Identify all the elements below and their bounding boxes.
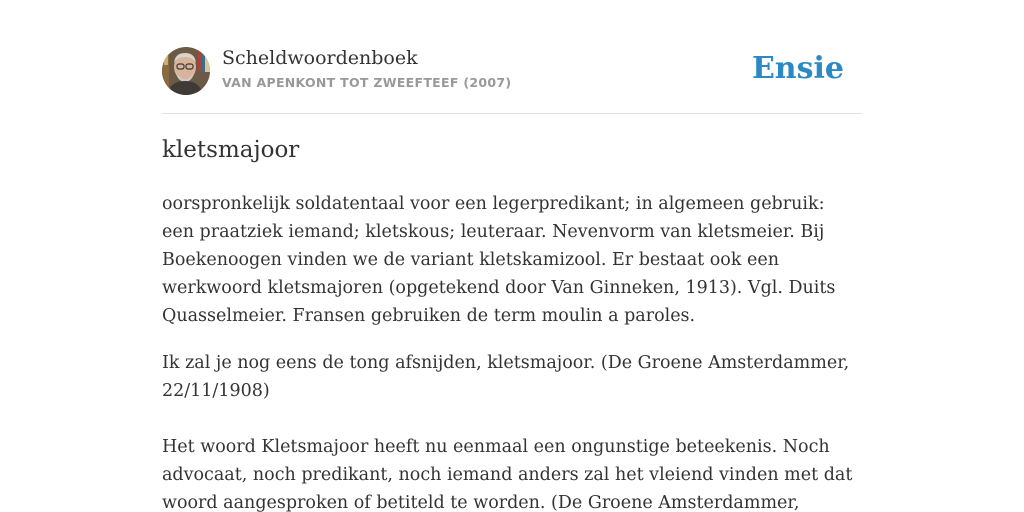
definition-paragraph: oorspronkelijk soldatentaal voor een legerpredikant; in algemeen gebruik: een praatziek iemand; kletskous; leuteraar. Nevenvorm van kletsmeier. Bij Boekenoogen vinden we de variant kletskamizool. Er bestaat ook een werkwoord kletsmajoren (opgetekend door Van Ginneken, 1913). Vgl. Duits Quasselmeier. Fransen gebruiken de term moulin a paroles. xyxy=(162,194,836,326)
ensie-logo[interactable]: Ensie xyxy=(751,51,844,86)
source-title[interactable]: Scheldwoordenboek xyxy=(222,47,418,69)
author-portrait-icon xyxy=(162,47,210,95)
source-subtitle: VAN APENKONT TOT ZWEEFTEEF (2007) xyxy=(222,75,512,90)
entry-definition xyxy=(162,190,862,512)
header-divider xyxy=(162,113,862,114)
citation-paragraph: Ik zal je nog eens de tong afsnijden, kletsmajoor. (De Groene Amsterdammer, 22/11/1908) Het woord Kletsmajoor heeft nu eenmaal een ongunstige beteekenis. Noch advocaat, noch predikant, noch iemand anders zal het vleiend vinden met dat woord aangesproken of betiteld te worden. (De Groene Amsterdammer, xyxy=(162,353,853,512)
source-header xyxy=(162,46,862,96)
author-avatar[interactable] xyxy=(162,47,210,95)
entry-headword: kletsmajoor xyxy=(162,137,300,163)
